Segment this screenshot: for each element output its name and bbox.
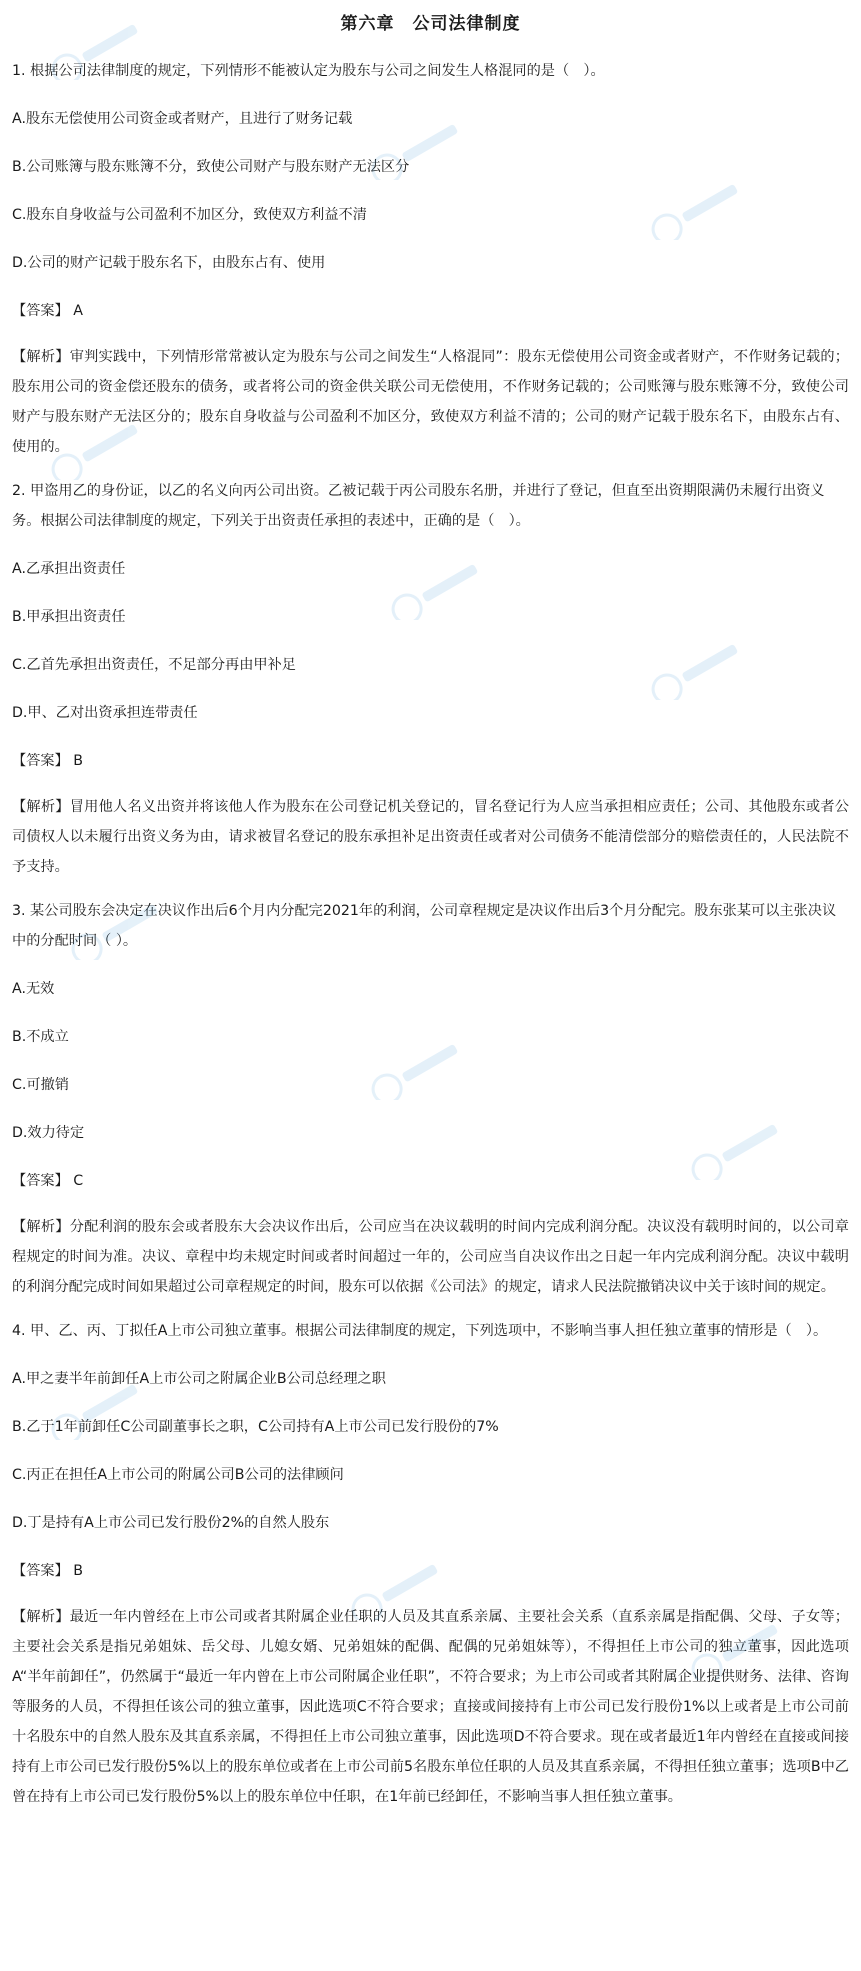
answer: 【答案】 C xyxy=(12,1173,84,1189)
option-b: B.甲承担出资责任 xyxy=(12,609,126,625)
question-stem: 3. 某公司股东会决定在决议作出后6个月内分配完2021年的利润，公司章程规定是决议作出后3个月分配完。股东张某可以主张决议中的分配时间（ ）。 xyxy=(12,903,837,949)
option-a: A.无效 xyxy=(12,981,55,997)
option-b: B.乙于1年前卸任C公司副董事长之职，C公司持有A上市公司已发行股份的7% xyxy=(12,1419,499,1435)
option-c: C.股东自身收益与公司盈利不加区分，致使双方利益不清 xyxy=(12,207,367,223)
option-d: D.公司的财产记载于股东名下，由股东占有、使用 xyxy=(12,255,326,271)
question-stem: 2. 甲盗用乙的身份证，以乙的名义向丙公司出资。乙被记载于丙公司股东名册，并进行了登记，但直至出资期限满仍未履行出资义务。根据公司法律制度的规定，下列关于出资责任承担的表述中，正确的是（ ）。 xyxy=(12,483,825,529)
option-c: C.乙首先承担出资责任，不足部分再由甲补足 xyxy=(12,657,296,673)
analysis: 【解析】最近一年内曾经在上市公司或者其附属企业任职的人员及其直系亲属、主要社会关系（直系亲属是指配偶、父母、子女等；主要社会关系是指兄弟姐妹、岳父母、儿媳女婿、兄弟姐妹的配偶、配偶的兄弟姐妹等），不得担任上市公司的独立董事，因此选项A“半年前卸任”，仍然属于“最近一年内曾在上市公司附属企业任职”，不符合要求；为上市公司或者其附属企业提供财务、法律、咨询等服务的人员，不得担任该公司的独立董事，因此选项C不符合要求；直接或间接持有上市公司已发行股份1%以上或者是上市公司前十名股东中的自然人股东及其直系亲属，不得担任上市公司独立董事，因此选项D不符合要求。现在或者最近1年内曾经在直接或间接持有上市公司已发行股份5%以上的股东单位或者在上市公司前5名股东单位任职的人员及其直系亲属，不得担任独立董事；选项B中乙曾在持有上市公司已发行股份5%以上的股东单位中任职，在1年前已经卸任，不影响当事人担任独立董事。 xyxy=(12,1609,849,1805)
answer: 【答案】 A xyxy=(12,303,83,319)
question-2 xyxy=(12,476,849,882)
option-a: A.乙承担出资责任 xyxy=(12,561,126,577)
option-d: D.效力待定 xyxy=(12,1125,85,1141)
option-b: B.公司账簿与股东账簿不分，致使公司财产与股东财产无法区分 xyxy=(12,159,410,175)
answer: 【答案】 B xyxy=(12,753,83,769)
analysis: 【解析】分配利润的股东会或者股东大会决议作出后，公司应当在决议载明的时间内完成利润分配。决议没有载明时间的，以公司章程规定的时间为准。决议、章程中均未规定时间或者时间超过一年的，公司应当自决议作出之日起一年内完成利润分配。决议中载明的利润分配完成时间如果超过公司章程规定的时间，股东可以依据《公司法》的规定，请求人民法院撤销决议中关于该时间的规定。 xyxy=(12,1219,849,1295)
answer: 【答案】 B xyxy=(12,1563,83,1579)
analysis: 【解析】审判实践中，下列情形常常被认定为股东与公司之间发生“人格混同”：股东无偿使用公司资金或者财产，不作财务记载的；股东用公司的资金偿还股东的债务，或者将公司的资金供关联公司无偿使用，不作财务记载的；公司账簿与股东账簿不分，致使公司财产与股东财产无法区分的；股东自身收益与公司盈利不加区分，致使双方利益不清的；公司的财产记载于股东名下，由股东占有、使用的。 xyxy=(12,349,849,455)
analysis: 【解析】冒用他人名义出资并将该他人作为股东在公司登记机关登记的，冒名登记行为人应当承担相应责任；公司、其他股东或者公司债权人以未履行出资义务为由，请求被冒名登记的股东承担补足出资责任或者对公司债务不能清偿部分的赔偿责任的，人民法院不予支持。 xyxy=(12,799,849,875)
question-stem: 4. 甲、乙、丙、丁拟任A上市公司独立董事。根据公司法律制度的规定，下列选项中，不影响当事人担任独立董事的情形是（ ）。 xyxy=(12,1323,828,1339)
question-4 xyxy=(12,1316,849,1812)
chapter-title: 第六章 公司法律制度 xyxy=(340,14,521,34)
option-d: D.甲、乙对出资承担连带责任 xyxy=(12,705,198,721)
option-a: A.股东无偿使用公司资金或者财产，且进行了财务记载 xyxy=(12,111,353,127)
option-a: A.甲之妻半年前卸任A上市公司之附属企业B公司总经理之职 xyxy=(12,1371,386,1387)
question-1 xyxy=(12,56,849,462)
question-stem: 1. 根据公司法律制度的规定，下列情形不能被认定为股东与公司之间发生人格混同的是（ ）。 xyxy=(12,63,605,79)
question-3 xyxy=(12,896,849,1302)
option-c: C.丙正在担任A上市公司的附属公司B公司的法律顾问 xyxy=(12,1467,344,1483)
option-c: C.可撤销 xyxy=(12,1077,69,1093)
option-b: B.不成立 xyxy=(12,1029,69,1045)
option-d: D.丁是持有A上市公司已发行股份2%的自然人股东 xyxy=(12,1515,330,1531)
